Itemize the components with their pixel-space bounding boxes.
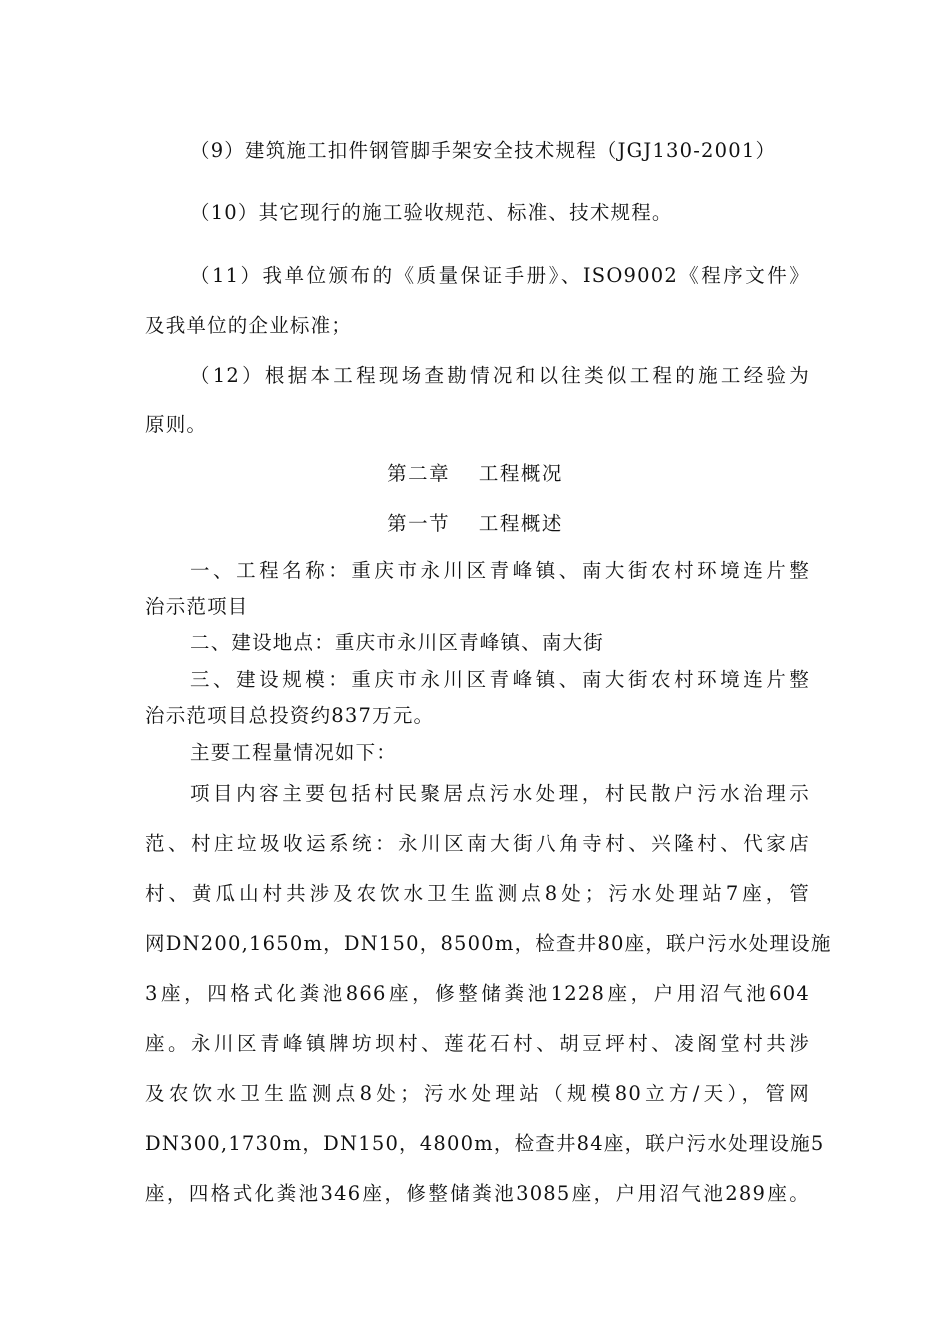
reference-item-11-line1: （11）我单位颁布的《质量保证手册》、ISO9002《程序文件》: [190, 264, 810, 287]
project-scale-line1: 三、建设规模：重庆市永川区青峰镇、南大街农村环境连片整: [190, 668, 810, 691]
reference-item-11-line2: 及我单位的企业标准；: [145, 314, 353, 337]
project-location: 二、建设地点：重庆市永川区青峰镇、南大街: [190, 631, 605, 654]
body-line-1: 项目内容主要包括村民聚居点污水处理，村民散户污水治理示: [190, 782, 810, 805]
reference-item-12-line2: 原则。: [145, 413, 208, 436]
reference-item-12-line1: （12）根据本工程现场查勘情况和以往类似工程的施工经验为: [190, 364, 810, 387]
project-name-line1: 一、工程名称：重庆市永川区青峰镇、南大街农村环境连片整: [190, 559, 810, 582]
body-line-2: 范、村庄垃圾收运系统：永川区南大街八角寺村、兴隆村、代家店: [145, 832, 810, 855]
body-line-7: 及农饮水卫生监测点8处；污水处理站（规模80立方/天），管网: [145, 1082, 810, 1105]
body-line-5: 3座，四格式化粪池866座，修整储粪池1228座，户用沼气池604: [145, 982, 810, 1005]
body-line-3: 村、黄瓜山村共涉及农饮水卫生监测点8处；污水处理站7座，管: [145, 882, 810, 905]
project-scale-line2: 治示范项目总投资约837万元。: [145, 704, 435, 727]
body-line-4: 网DN200,1650m，DN150，8500m，检查井80座，联户污水处理设施: [145, 932, 832, 955]
section-title: 第一节 工程概述: [387, 512, 563, 535]
body-line-8: DN300,1730m，DN150，4800m，检查井84座，联户污水处理设施5: [145, 1132, 825, 1155]
chapter-title: 第二章 工程概况: [387, 462, 563, 485]
quantities-intro: 主要工程量情况如下：: [190, 741, 398, 764]
body-line-9: 座，四格式化粪池346座，修整储粪池3085座，户用沼气池289座。: [145, 1182, 810, 1205]
project-name-line2: 治示范项目: [145, 595, 249, 618]
reference-item-9: （9）建筑施工扣件钢管脚手架安全技术规程（JGJ130-2001）: [190, 139, 777, 162]
body-line-6: 座。永川区青峰镇牌坊坝村、莲花石村、胡豆坪村、凌阁堂村共涉: [145, 1032, 810, 1055]
reference-item-10: （10）其它现行的施工验收规范、标准、技术规程。: [190, 201, 673, 224]
